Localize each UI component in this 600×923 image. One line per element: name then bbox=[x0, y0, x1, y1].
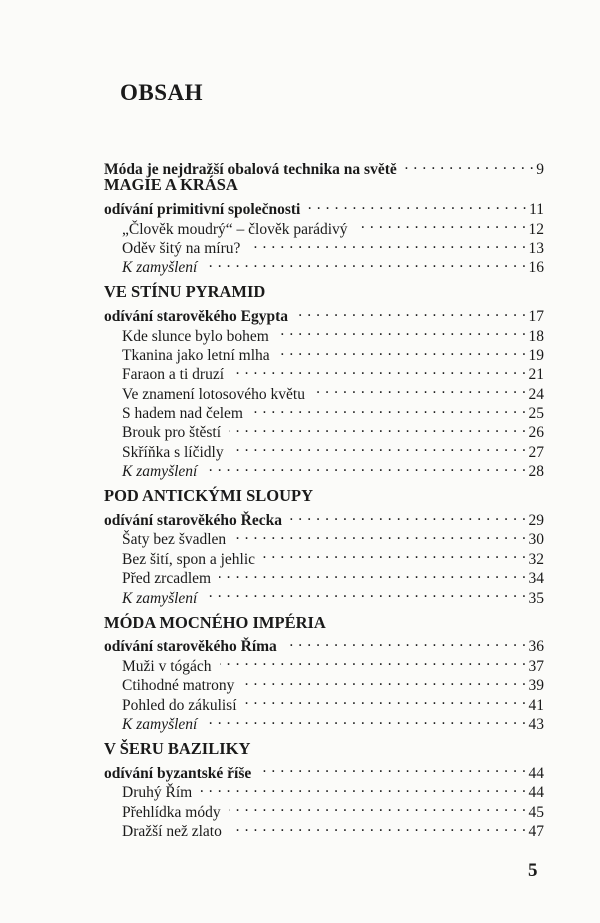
entry-title: Ctihodné matrony bbox=[122, 677, 235, 695]
entry-title: Dražší než zlato bbox=[122, 822, 222, 840]
dot-leader bbox=[278, 341, 527, 360]
entry-page: 44 bbox=[528, 784, 544, 802]
entry-page: 41 bbox=[528, 696, 544, 714]
entry-page: 24 bbox=[528, 385, 544, 403]
section-heading: POD ANTICKÝMI SLOUPY bbox=[104, 486, 314, 506]
entry-title: Móda je nejdražší obalová technika na světě bbox=[104, 161, 397, 179]
entry-page: 32 bbox=[528, 550, 544, 568]
dot-leader bbox=[229, 797, 527, 816]
toc-section bbox=[104, 738, 544, 840]
dot-leader bbox=[296, 302, 526, 321]
dot-leader bbox=[242, 671, 526, 690]
entry-title: K zamyšlení bbox=[122, 589, 198, 607]
entry-title: Bez šití, spon a jehlic bbox=[122, 550, 256, 568]
entry-page: 13 bbox=[528, 239, 544, 257]
dot-leader bbox=[219, 564, 526, 583]
dot-leader bbox=[263, 544, 526, 563]
dot-leader bbox=[205, 583, 526, 602]
entry-title: Tkanina jako letní mlha bbox=[122, 346, 270, 364]
entry-page: 25 bbox=[528, 405, 544, 423]
dot-leader bbox=[251, 399, 527, 418]
dot-leader bbox=[230, 817, 527, 836]
section-heading: VE STÍNU PYRAMID bbox=[104, 282, 266, 302]
section-heading: MÓDA MOCNÉHO IMPÉRIA bbox=[104, 612, 326, 632]
entry-page: 9 bbox=[536, 161, 544, 179]
entry-title: K zamyšlení bbox=[122, 715, 198, 733]
entry-page: 43 bbox=[528, 715, 544, 733]
entry-title: odívání byzantské říše bbox=[104, 764, 252, 782]
entry-page: 44 bbox=[528, 764, 544, 782]
entry-page: 17 bbox=[528, 308, 544, 326]
entry-page: 30 bbox=[528, 531, 544, 549]
entry-page: 12 bbox=[528, 220, 544, 238]
entry-title: odívání primitivní společnosti bbox=[104, 201, 301, 219]
dot-leader bbox=[205, 457, 526, 476]
entry-title: Brouk pro štěstí bbox=[122, 424, 222, 442]
page-number: 5 bbox=[528, 860, 538, 881]
entry-page: 36 bbox=[528, 638, 544, 656]
toc-subheading bbox=[104, 632, 544, 656]
dot-leader bbox=[248, 234, 526, 253]
entry-title: Pohled do zákulisí bbox=[122, 696, 237, 714]
entry-title: Šaty bez švadlen bbox=[122, 531, 227, 549]
dot-leader bbox=[220, 651, 527, 670]
entry-title: Oděv šitý na míru? bbox=[122, 239, 241, 257]
entry-page: 37 bbox=[528, 657, 544, 675]
dot-leader bbox=[308, 195, 527, 214]
entry-title: Faraon a ti druzí bbox=[122, 366, 225, 384]
toc-entry-intro bbox=[104, 155, 544, 179]
dot-leader bbox=[259, 758, 526, 777]
section-heading: MAGIE A KRÁSA bbox=[104, 175, 238, 195]
toc-section bbox=[104, 486, 544, 607]
dot-leader bbox=[245, 690, 527, 709]
entry-page: 16 bbox=[528, 259, 544, 277]
dot-leader bbox=[356, 214, 527, 233]
entry-page: 11 bbox=[529, 201, 544, 219]
entry-title: „Člověk moudrý“ – člověk parádivý bbox=[122, 220, 348, 238]
toc-subheading bbox=[104, 302, 544, 326]
entry-title: Před zrcadlem bbox=[122, 570, 212, 588]
toc-subheading bbox=[104, 195, 544, 219]
entry-page: 35 bbox=[528, 589, 544, 607]
toc-subheading bbox=[104, 506, 544, 530]
entry-title: odívání starověkého Řecka bbox=[104, 512, 282, 530]
dot-leader bbox=[405, 155, 534, 174]
table-of-contents bbox=[104, 155, 544, 840]
entry-title: Druhý Řím bbox=[122, 784, 193, 802]
dot-leader bbox=[234, 525, 526, 544]
toc-subheading bbox=[104, 758, 544, 782]
entry-page: 34 bbox=[528, 570, 544, 588]
dot-leader bbox=[232, 437, 527, 456]
dot-leader bbox=[290, 506, 527, 525]
dot-leader bbox=[232, 360, 526, 379]
toc-section bbox=[104, 175, 544, 277]
entry-page: 39 bbox=[528, 677, 544, 695]
dot-leader bbox=[205, 253, 526, 272]
dot-leader bbox=[205, 710, 526, 729]
entry-page: 18 bbox=[528, 327, 544, 345]
entry-title: Muži v tógách bbox=[122, 657, 212, 675]
toc-section bbox=[104, 282, 544, 481]
section-heading: V ŠERU BAZILIKY bbox=[104, 738, 251, 758]
dot-leader bbox=[229, 418, 526, 437]
entry-page: 45 bbox=[528, 803, 544, 821]
entry-title: Přehlídka módy bbox=[122, 803, 221, 821]
page-title: OBSAH bbox=[120, 80, 204, 105]
entry-page: 28 bbox=[528, 463, 544, 481]
entry-title: odívání starověkého Říma bbox=[104, 638, 277, 656]
toc-section bbox=[104, 612, 544, 733]
entry-title: Ve znamení lotosového květu bbox=[122, 385, 305, 403]
dot-leader bbox=[277, 321, 527, 340]
entry-page: 19 bbox=[528, 346, 544, 364]
entry-page: 47 bbox=[528, 822, 544, 840]
entry-page: 27 bbox=[528, 443, 544, 461]
entry-title: K zamyšlení bbox=[122, 259, 198, 277]
entry-title: Skříňka s líčidly bbox=[122, 443, 224, 461]
dot-leader bbox=[200, 778, 526, 797]
entry-page: 29 bbox=[528, 512, 544, 530]
entry-title: S hadem nad čelem bbox=[122, 405, 243, 423]
dot-leader bbox=[285, 632, 527, 651]
entry-page: 26 bbox=[528, 424, 544, 442]
entry-title: odívání starověkého Egypta bbox=[104, 308, 289, 326]
entry-title: Kde slunce bylo bohem bbox=[122, 327, 269, 345]
dot-leader bbox=[313, 379, 527, 398]
entry-title: K zamyšlení bbox=[122, 463, 198, 481]
entry-page: 21 bbox=[528, 366, 544, 384]
